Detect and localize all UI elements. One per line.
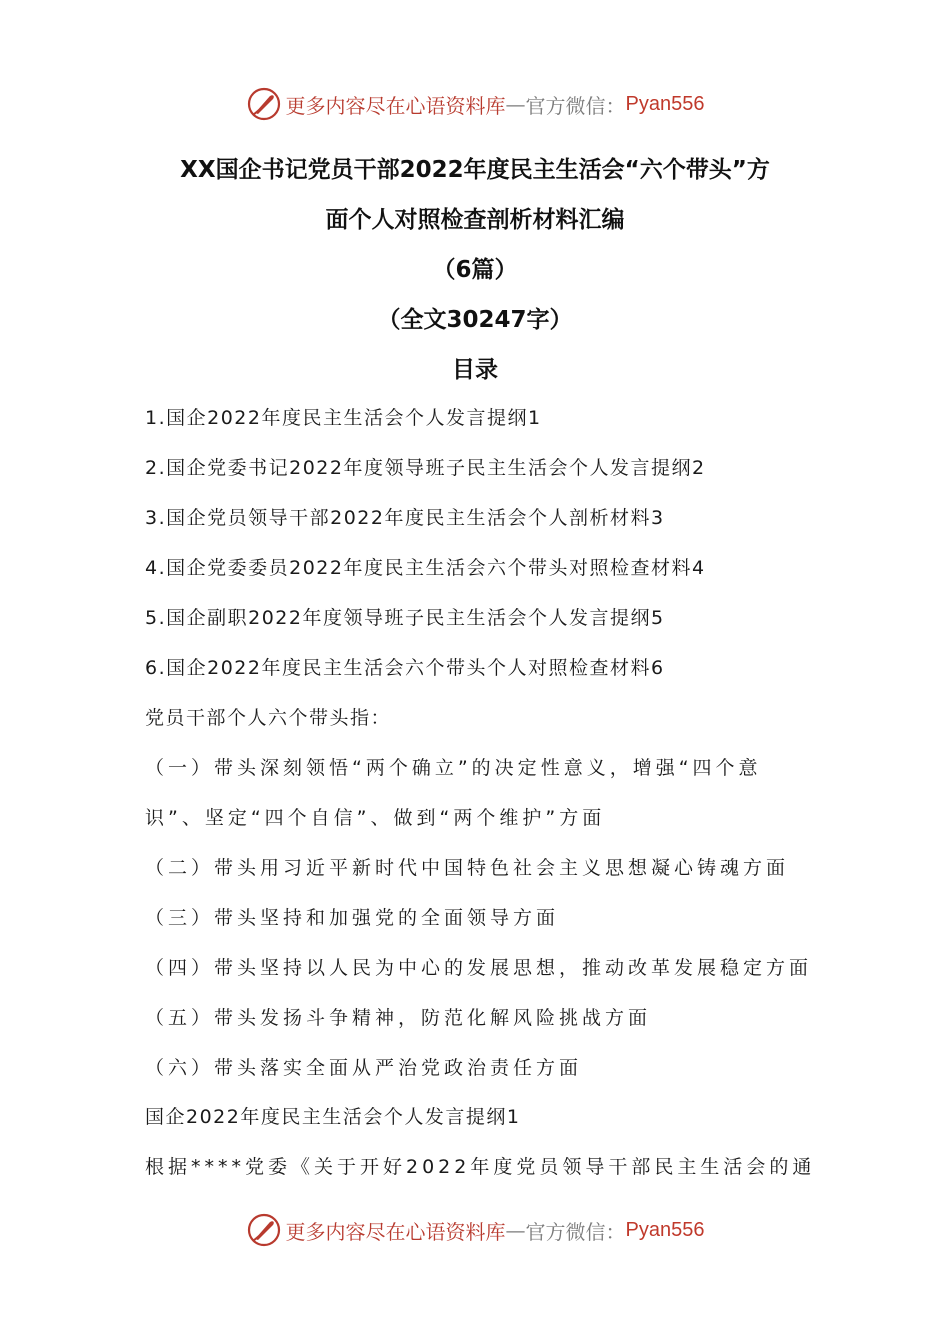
six-item-3: （三）带头坚持和加强党的全面领导方面: [145, 907, 560, 929]
toc-item-5: 5.国企副职2022年度领导班子民主生活会个人发言提纲5: [145, 607, 665, 629]
toc-item-4: 4.国企党委委员2022年度民主生活会六个带头对照检查材料4: [145, 557, 706, 579]
six-item-4: （四）带头坚持以人民为中心的发展思想，推动改革发展稳定方面: [145, 957, 813, 979]
banner-main-text: 更多内容尽在心语资料库: [285, 93, 506, 118]
footer-banner: [0, 1210, 950, 1250]
feather-quill-icon: [246, 1212, 282, 1248]
document-title-line-1: XX国企书记党员干部2022年度民主生活会“六个带头”方: [180, 157, 770, 183]
six-item-1-cont: 识”、坚定“四个自信”、做到“两个维护”方面: [145, 807, 606, 829]
six-item-1: （一）带头深刻领悟“两个确立”的决定性意义，增强“四个意: [145, 757, 762, 779]
banner-contact-label: 官方微信：: [525, 1219, 626, 1244]
banner-contact-label: 官方微信：: [525, 93, 626, 118]
toc-item-3: 3.国企党员领导干部2022年度民主生活会个人剖析材料3: [145, 507, 665, 529]
document-wordcount: （全文30247字）: [377, 307, 573, 333]
body-paragraph-start: 根据****党委《关于开好2022年度党员领导干部民主生活会的通: [145, 1156, 816, 1178]
toc-item-6: 6.国企2022年度民主生活会六个带头个人对照检查材料6: [145, 657, 665, 679]
document-count: （6篇）: [432, 257, 518, 283]
document-title-line-2: 面个人对照检查剖析材料汇编: [325, 207, 625, 233]
banner-main-text: 更多内容尽在心语资料库: [285, 1219, 506, 1244]
toc-item-2: 2.国企党委书记2022年度领导班子民主生活会个人发言提纲2: [145, 457, 706, 479]
toc-heading: 目录: [452, 357, 498, 383]
banner-separator: —: [505, 92, 526, 116]
six-intro: 党员干部个人六个带头指：: [145, 707, 392, 729]
header-banner: [0, 84, 950, 124]
banner-wechat-id: Pyan556: [625, 1218, 705, 1241]
feather-quill-icon: [246, 86, 282, 122]
banner-separator: —: [505, 1218, 526, 1242]
six-item-5: （五）带头发扬斗争精神，防范化解风险挑战方面: [145, 1007, 652, 1029]
six-item-6: （六）带头落实全面从严治党政治责任方面: [145, 1057, 583, 1079]
toc-item-1: 1.国企2022年度民主生活会个人发言提纲1: [145, 407, 542, 429]
section-title: 国企2022年度民主生活会个人发言提纲1: [145, 1106, 521, 1128]
six-item-2: （二）带头用习近平新时代中国特色社会主义思想凝心铸魂方面: [145, 857, 790, 879]
banner-wechat-id: Pyan556: [625, 92, 705, 115]
